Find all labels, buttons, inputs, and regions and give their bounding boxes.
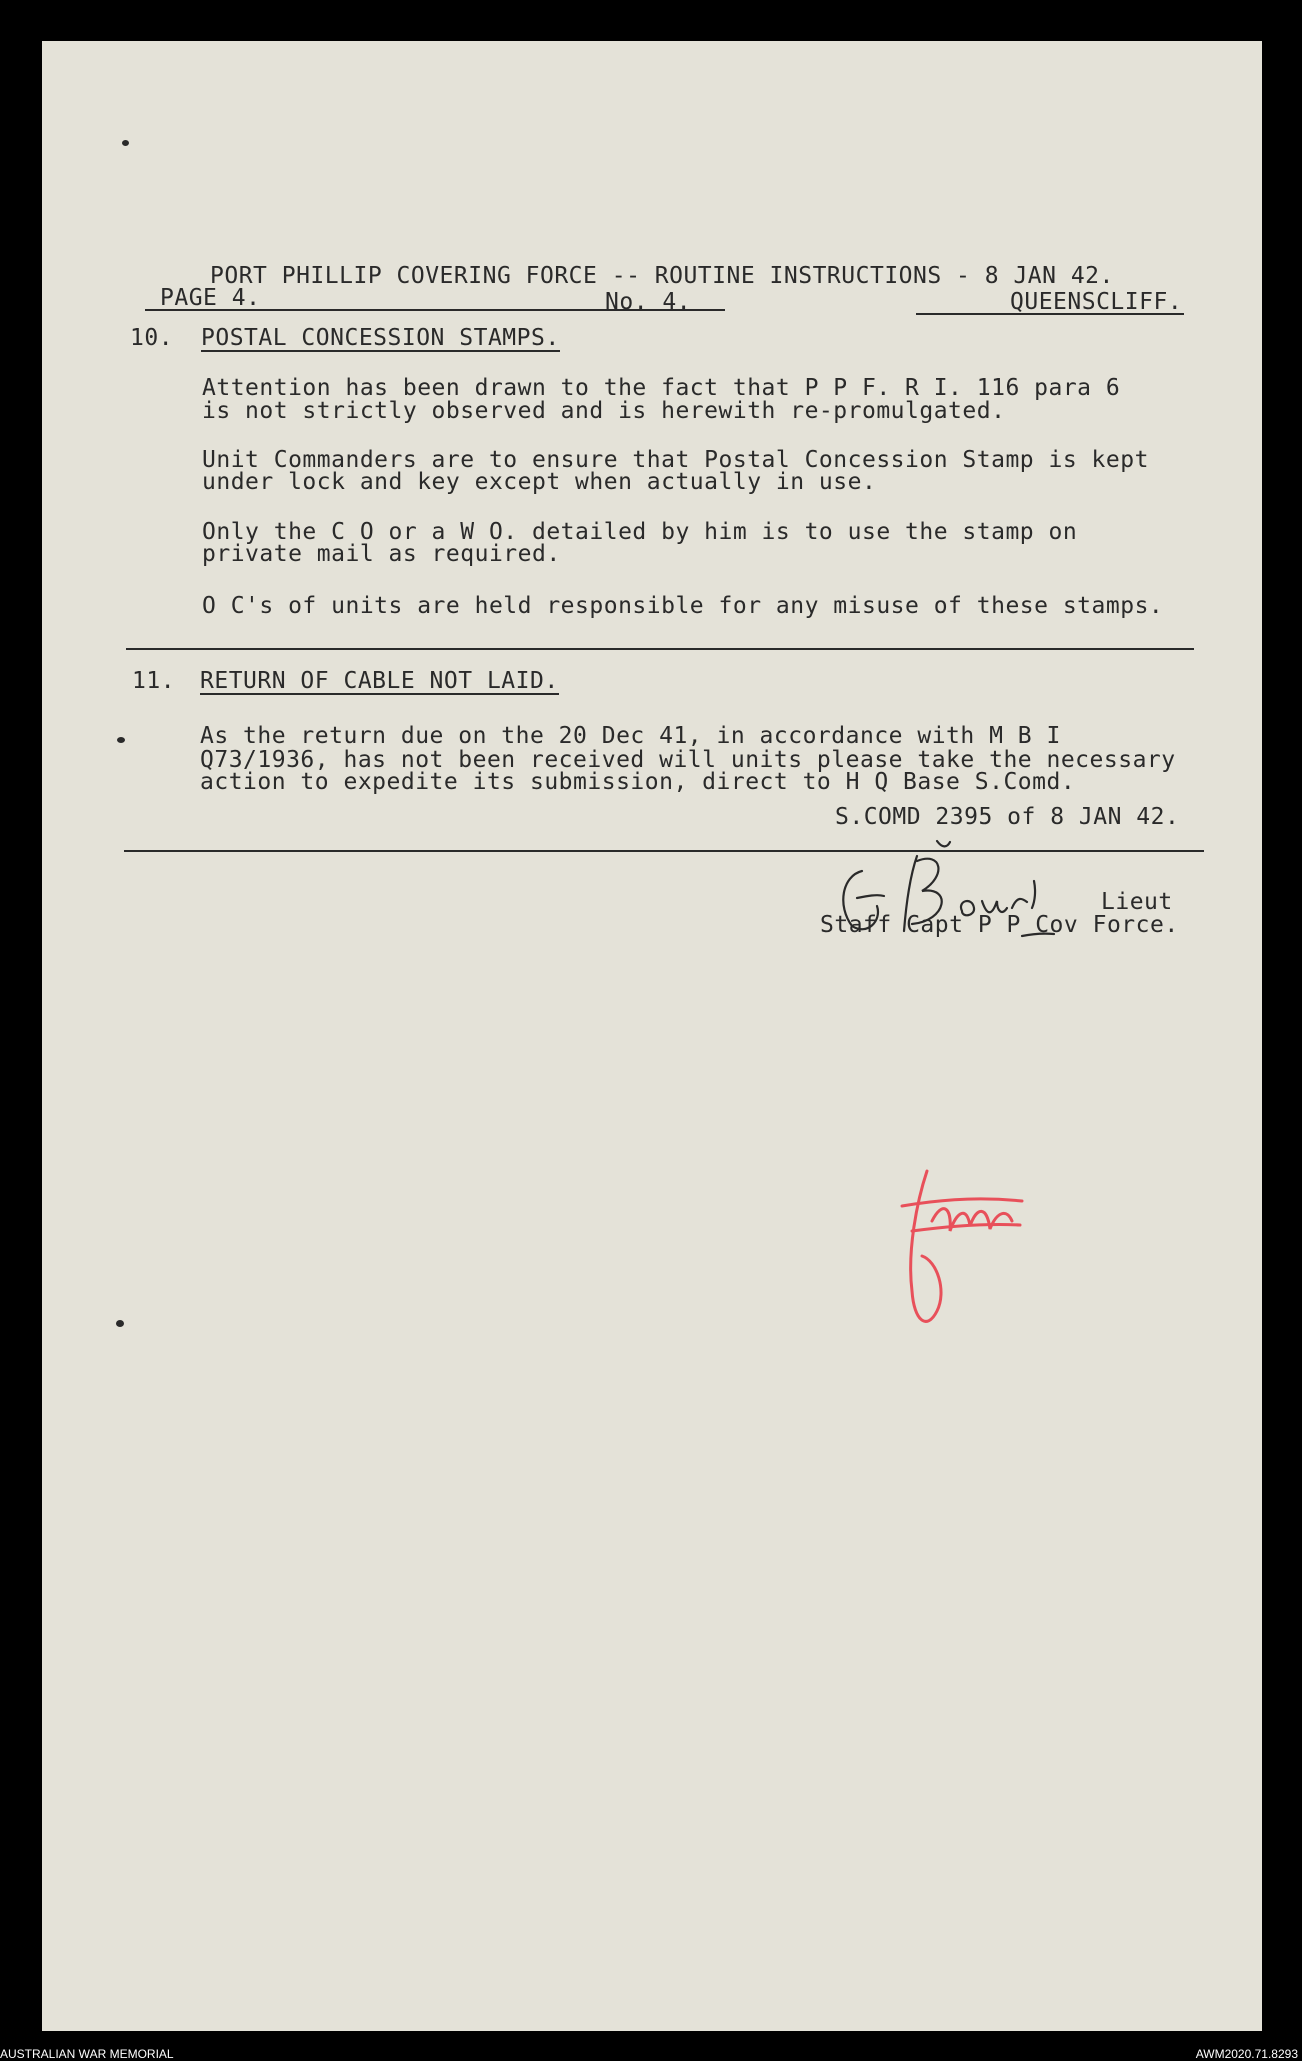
punch-hole-mark [116, 1320, 124, 1327]
punch-hole-mark [117, 737, 125, 743]
section-number: 10. [130, 325, 174, 351]
reference-number: S.COMD 2395 of 8 JAN 42. [835, 804, 1180, 830]
paragraph-line: private mail as required. [202, 541, 561, 567]
section-heading: RETURN OF CABLE NOT LAID. [200, 668, 559, 694]
paragraph-line: Attention has been drawn to the fact that P P F. R I. 116 para 6 [202, 375, 1121, 401]
footer-left-credit: AUSTRALIAN WAR MEMORIAL [0, 2047, 174, 2061]
paragraph-line: As the return due on the 20 Dec 41, in accordance with M B I [200, 723, 1061, 749]
section-divider [126, 648, 1194, 650]
section-heading: POSTAL CONCESSION STAMPS. [201, 325, 560, 351]
place-name: QUEENSCLIFF. [1010, 289, 1183, 315]
section-number: 11. [132, 668, 176, 694]
instruction-number: No. 4. [605, 289, 692, 315]
paragraph-line: Only the C O or a W O. detailed by him is to use the stamp on [202, 519, 1078, 545]
footer-right-id: AWM2020.71.8293 [1195, 2047, 1298, 2061]
paragraph-line: is not strictly observed and is herewith re-promulgated. [202, 398, 1006, 424]
punch-hole-mark [122, 140, 129, 146]
paragraph-line: Unit Commanders are to ensure that Postal Concession Stamp is kept [202, 447, 1149, 473]
paragraph-line: Q73/1936, has not been received will units please take the necessary [200, 747, 1176, 773]
paragraph-line: O C's of units are held responsible for any misuse of these stamps. [202, 593, 1164, 619]
document-title: PORT PHILLIP COVERING FORCE -- ROUTINE INSTRUCTIONS - 8 JAN 42. [210, 263, 1114, 289]
header-underline-right [916, 313, 1184, 315]
page-number: PAGE 4. [160, 285, 261, 311]
signatory-rank: Lieut [1101, 889, 1173, 915]
paragraph-line: under lock and key except when actually in use. [202, 469, 877, 495]
signatory-title: Staff Capt P P Cov Force. [820, 912, 1179, 938]
paragraph-line: action to expedite its submission, direct to H Q Base S.Comd. [200, 769, 1076, 795]
red-pencil-initials [882, 1161, 1042, 1341]
document-page [42, 41, 1262, 2031]
